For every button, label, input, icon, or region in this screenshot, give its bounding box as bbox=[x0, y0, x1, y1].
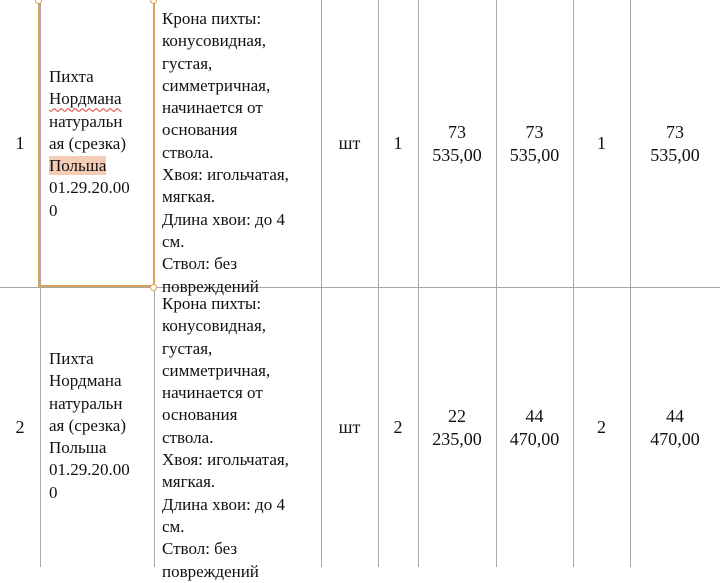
total2-value-line: 470,00 bbox=[650, 428, 700, 449]
description-line: см. bbox=[162, 516, 185, 536]
product-description-cell[interactable] bbox=[162, 293, 320, 581]
product-name-line: натуральн bbox=[49, 111, 123, 131]
column-divider bbox=[40, 0, 41, 567]
product-name-line: Пихта bbox=[49, 349, 94, 368]
total-cell bbox=[496, 288, 573, 567]
product-name-line: Нордмана bbox=[49, 371, 122, 391]
description-line: мягкая. bbox=[162, 472, 216, 492]
product-name-line: Пихта bbox=[49, 67, 94, 86]
product-name-line: 0 bbox=[49, 200, 58, 220]
description-line: мягкая. bbox=[162, 187, 216, 207]
product-name-line: ая (срезка) bbox=[49, 133, 126, 153]
description-line: ствола. bbox=[162, 427, 214, 447]
product-name-line: 01.29.20.00 bbox=[49, 460, 130, 480]
price-value-line: 22 bbox=[448, 405, 466, 426]
description-line: Длина хвои: до 4 bbox=[162, 209, 285, 229]
description-line: симметричная, bbox=[162, 75, 271, 95]
description-line: симметричная, bbox=[162, 360, 271, 380]
total2-value-line: 73 bbox=[666, 121, 684, 142]
product-description-cell[interactable] bbox=[162, 8, 320, 296]
product-name-line: 01.29.20.00 bbox=[49, 178, 130, 198]
quantity2-value: 2 bbox=[597, 417, 606, 437]
price-value-line: 535,00 bbox=[432, 144, 482, 165]
price-value-line: 73 bbox=[448, 121, 466, 142]
total-cell bbox=[496, 0, 573, 287]
total-value-line: 44 bbox=[525, 405, 544, 426]
unit-cell bbox=[321, 0, 378, 287]
description-line: Длина хвои: до 4 bbox=[162, 494, 285, 514]
row-number-cell bbox=[0, 0, 40, 287]
total-value-line: 470,00 bbox=[509, 428, 560, 449]
selection-handle[interactable] bbox=[150, 284, 157, 291]
description-line: конусовидная, bbox=[162, 316, 267, 336]
description-line: повреждений bbox=[162, 276, 259, 296]
product-name-line: 0 bbox=[49, 482, 58, 502]
price-cell bbox=[418, 0, 496, 287]
description-line: повреждений bbox=[162, 561, 259, 581]
description-line: начинается от bbox=[162, 98, 263, 118]
row-number-cell bbox=[0, 288, 40, 567]
description-line: Крона пихты: bbox=[162, 9, 262, 28]
quantity2-cell bbox=[573, 0, 630, 287]
description-line: основания bbox=[162, 120, 238, 140]
description-line: основания bbox=[162, 405, 238, 425]
row-number: 1 bbox=[15, 133, 25, 153]
total2-value-line: 535,00 bbox=[650, 144, 700, 165]
unit-cell bbox=[321, 288, 378, 567]
product-name-highlight: Польша bbox=[49, 156, 107, 176]
description-line: Хвоя: игольчатая, bbox=[162, 165, 289, 185]
unit-value: шт bbox=[338, 417, 361, 437]
quantity-cell bbox=[378, 288, 418, 567]
selection-handle[interactable] bbox=[150, 0, 157, 4]
description-line: Хвоя: игольчатая, bbox=[162, 450, 289, 470]
total2-cell bbox=[630, 288, 720, 567]
description-line: густая, bbox=[162, 338, 213, 358]
total-value-line: 535,00 bbox=[509, 144, 560, 165]
description-line: см. bbox=[162, 231, 185, 251]
quantity-value: 1 bbox=[393, 133, 403, 153]
product-name-cell[interactable] bbox=[49, 348, 149, 504]
unit-value: шт bbox=[338, 133, 361, 153]
row-number: 2 bbox=[15, 417, 25, 437]
total2-value-line: 44 bbox=[666, 405, 684, 426]
price-value-line: 235,00 bbox=[432, 428, 482, 449]
description-line: Ствол: без bbox=[162, 539, 238, 559]
description-line: Ствол: без bbox=[162, 254, 238, 274]
product-name-line: натуральн bbox=[49, 393, 123, 413]
description-line: Крона пихты: bbox=[162, 294, 262, 313]
price-cell bbox=[418, 288, 496, 567]
product-name-line: Нордмана bbox=[49, 89, 122, 109]
total-value-line: 73 bbox=[525, 121, 544, 142]
product-name-cell[interactable] bbox=[49, 66, 149, 222]
description-line: конусовидная, bbox=[162, 31, 267, 51]
total2-cell bbox=[630, 0, 720, 287]
quantity-cell bbox=[378, 0, 418, 287]
description-line: густая, bbox=[162, 53, 213, 73]
quantity2-value: 1 bbox=[597, 133, 606, 153]
quantity-value: 2 bbox=[393, 417, 403, 437]
description-line: начинается от bbox=[162, 383, 263, 403]
product-name-line: ая (срезка) bbox=[49, 415, 126, 435]
product-name-line: Польша bbox=[49, 438, 107, 458]
quantity2-cell bbox=[573, 288, 630, 567]
description-line: ствола. bbox=[162, 142, 214, 162]
